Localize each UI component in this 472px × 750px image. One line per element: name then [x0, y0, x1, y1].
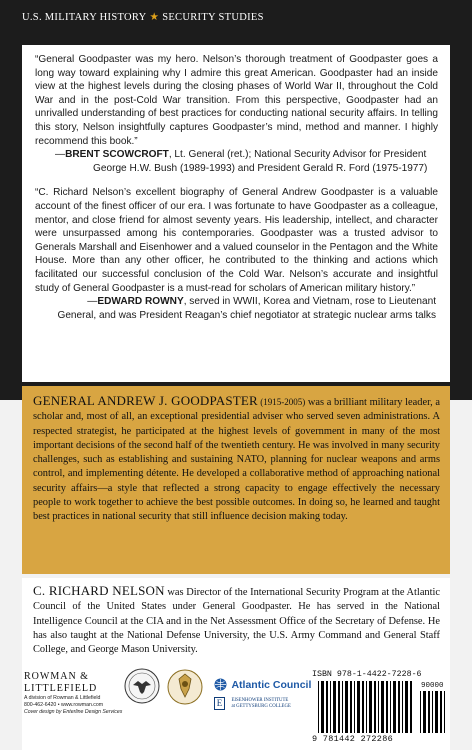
barcode-bar [444, 691, 445, 733]
author-name: C. RICHARD NELSON [33, 583, 165, 598]
barcode-bar [402, 681, 403, 733]
barcode-bar [333, 681, 336, 733]
ei-line-1: EISENHOWER INSTITUTE [231, 697, 289, 703]
publisher-division: A division of Rowman & Littlefield [24, 695, 101, 701]
dash: — [55, 149, 66, 161]
ean-digits: 9 781442 272286 [312, 734, 394, 744]
series-label [16, 7, 270, 27]
subject-years: (1915-2005) [257, 397, 306, 407]
price-code: 90000 [421, 682, 444, 690]
barcode-bar [357, 681, 360, 733]
barcode-bar [350, 681, 352, 733]
praise-quote-1: “General Goodpaster was my hero. Nelson’s thorough treatment of Goodpaster goes a long way toward explaining why I admire this great American. Goodpaster had an inside view at the highest levels during the closing phases of World War II, throughout the Cold War and in the post-Cold War transition. From this perspective, Goodpaster had an unrivalled understanding of best practices for conducting national security affairs. In telling this story, Nelson insightfully captures Goodpaster’s mind, method and manner. I highly recommend this book.” [35, 54, 438, 147]
atlantic-council-name: Atlantic Council [231, 678, 312, 691]
barcode-bar [326, 681, 328, 733]
barcode-bar [428, 691, 430, 733]
author-bio [33, 584, 440, 657]
praise-attribution-1 [35, 148, 438, 175]
endorser-title-2a: , served in WWII, Korea and Vietnam, rose to Lieutenant [183, 296, 436, 308]
barcode-bar [366, 681, 367, 733]
price-barcode-bars [420, 691, 448, 733]
dash: — [87, 296, 98, 308]
subject-bio-panel [22, 386, 450, 574]
endorser-title-1a: , Lt. General (ret.); National Security Advisor for President [168, 149, 427, 161]
back-cover-footer [22, 662, 450, 750]
barcode-bar [345, 681, 348, 733]
subject-body: was a brilliant military leader, a scholar and, most of all, an exceptional presidential adviser who served seven administrations. A respected strategist, he participated at the highest levels of government in many of the most important decisions of the second half of the twentieth century. He was involved in many security challenges, such as establishing and sustaining NATO, planning for nuclear weapons and arms control, and implementing détente. He developed a collaborative method of approaching national security affairs—a style that reflected a strong capacity to engage effectively the necessary people to work together to achieve the best possible outcomes. In doing so, he learned and taught best practices in national security that still influence decision making today. [33, 397, 440, 523]
publisher-name-2: LITTLEFIELD [24, 683, 98, 694]
globe-icon [214, 678, 227, 691]
barcode-bar [432, 691, 433, 733]
barcode-bar [318, 681, 319, 733]
publisher-logo [24, 671, 122, 716]
barcode-bar [420, 691, 421, 733]
barcode-bar [381, 681, 384, 733]
subject-bio [33, 394, 440, 525]
isbn-barcode [312, 670, 450, 748]
publisher-name-1: ROWMAN & [24, 671, 89, 682]
barcode-bar [405, 681, 408, 733]
isbn-text: ISBN 978-1-4422-7228-6 [312, 670, 422, 679]
ei-line-2: at GETTYSBURG COLLEGE [231, 703, 291, 709]
barcode-bar [410, 681, 412, 733]
atlantic-council-logo [214, 676, 311, 694]
barcode-bar [398, 681, 400, 733]
barcode-bar [374, 681, 376, 733]
eagle-seal-icon [124, 668, 160, 704]
star-icon: ★ [149, 12, 160, 23]
barcode-bar [390, 681, 391, 733]
endorser-title-1b: George H.W. Bush (1989-1993) and President Gerald R. Ford (1975-1977) [93, 162, 428, 174]
barcode-bar [354, 681, 355, 733]
praise-panel [22, 45, 450, 382]
praise-quote-2: “C. Richard Nelson’s excellent biography of General Andrew Goodpaster is a valuable account of the finest officer of our era. I was fortunate to have Goodpaster as a colleague, mentor, and close friend for almost seventy years. His leadership, intellect, and character were unsurpassed among his contemporaries. Goodpaster was a trusted advisor to Generals Marshall and Eisenhower and a valued counselor in the Pentagon and the White House. More than any other officer, he contributed to the thinking and actions which facilitated our successful conclusion of the Cold War. Nelson’s accurate and insightful study of General Goodpaster is a must-read for scholars of American military history.” [35, 187, 438, 294]
military-crest-icon [167, 669, 203, 705]
barcode-bar [435, 691, 438, 733]
barcode-bar [342, 681, 343, 733]
barcode-bar [440, 691, 442, 733]
barcode-bar [378, 681, 379, 733]
barcode-bar [338, 681, 340, 733]
barcode-bar [423, 691, 426, 733]
barcode-bar [386, 681, 388, 733]
author-bio-panel [22, 578, 450, 662]
ei-mark: E [214, 697, 225, 710]
subject-name: GENERAL ANDREW J. GOODPASTER [33, 393, 258, 408]
author-body: was Director of the International Security Program at the Atlantic Council of the United States under General Goodpaster. He has served in the National Intelligence Council at the CIA and in the Net Assessment Office of the Secretary of Defense. He has also taught at the National Defense University, the U.S. Army Command and General Staff College, and George Mason University. [33, 587, 441, 656]
praise-attribution-2 [35, 295, 438, 322]
barcode-bar [362, 681, 364, 733]
endorser-title-2b: General, and was President Reagan’s chief negotiator at strategic nuclear arms talks [57, 309, 436, 321]
cover-credit: Cover design by Enterline Design Services [24, 709, 123, 715]
endorser-name-1: BRENT SCOWCROFT [65, 149, 169, 161]
endorser-name-2: EDWARD ROWNY [97, 296, 184, 308]
barcode-bar [393, 681, 396, 733]
barcode-bars [318, 681, 416, 733]
eisenhower-institute-logo [214, 695, 291, 713]
barcode-bar [330, 681, 331, 733]
publisher-contact: 800-462-6420 • www.rowman.com [24, 702, 104, 708]
barcode-bar [321, 681, 324, 733]
series-left: U.S. MILITARY HISTORY [22, 12, 147, 23]
series-right: SECURITY STUDIES [162, 12, 264, 23]
barcode-bar [369, 681, 372, 733]
